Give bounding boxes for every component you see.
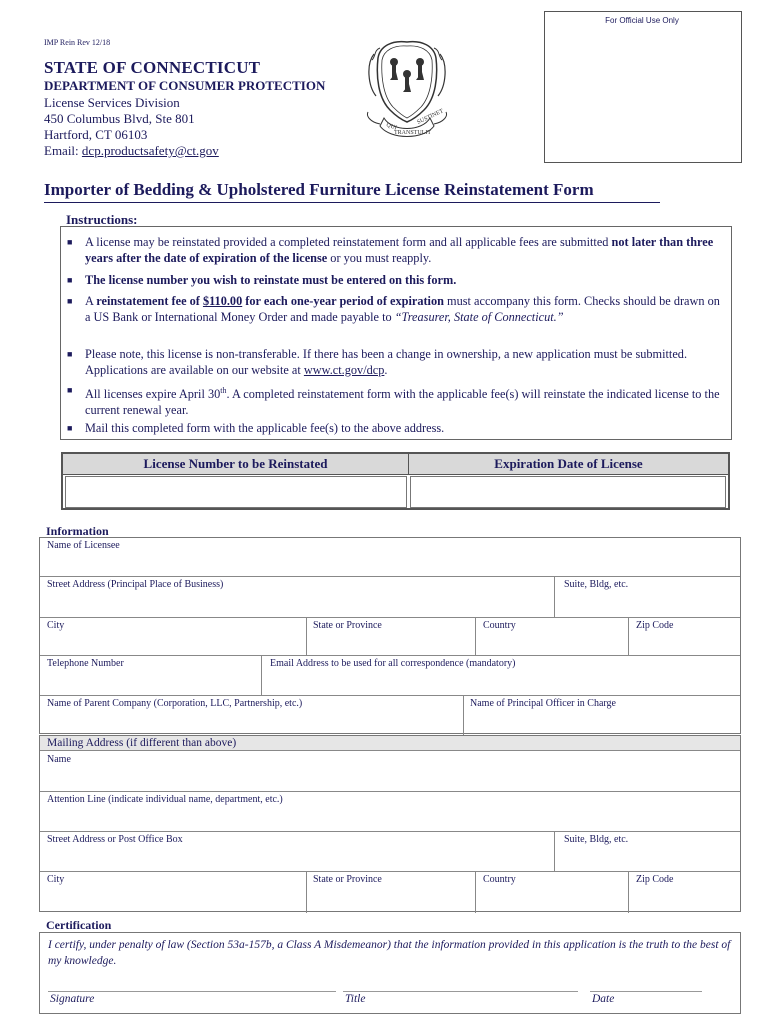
certification-heading: Certification xyxy=(46,918,112,932)
instruction-item: ■ A license may be reinstated provided a completed reinstatement form and all applicable fees are submitted not later than three years after the date of expiration of the license or you must reapply. xyxy=(67,235,714,265)
official-use-box xyxy=(544,11,742,163)
mailing-street-field[interactable]: Street Address or Post Office Box xyxy=(47,834,183,845)
certification-statement: I certify, under penalty of law (Section 53a-157b, a Class A Misdemeanor) that the information provided in this application is the truth to the best of my knowledge. xyxy=(48,939,731,967)
expiration-date-field[interactable] xyxy=(410,476,726,508)
bullet-icon: ■ xyxy=(67,275,73,285)
instructions-heading: Instructions: xyxy=(66,212,138,227)
official-use-label: For Official Use Only xyxy=(605,16,679,25)
mailing-name-field[interactable]: Name xyxy=(47,754,71,765)
seal-motto-mid: TRANSTULIT xyxy=(394,130,431,136)
date-label: Date xyxy=(592,993,615,1005)
information-form xyxy=(39,537,741,734)
city-field[interactable]: City xyxy=(47,620,65,631)
principal-officer-field[interactable]: Name of Principal Officer in Charge xyxy=(470,698,616,709)
title-underline xyxy=(44,202,660,203)
seal-motto-left: QUI xyxy=(385,122,398,132)
instruction-item: ■ The license number you wish to reinstate must be entered on this form. xyxy=(67,273,457,287)
telephone-field[interactable]: Telephone Number xyxy=(47,658,124,669)
mailing-address-form xyxy=(39,735,741,912)
email-link[interactable]: dcp.productsafety@ct.gov xyxy=(81,143,219,158)
country-field[interactable]: Country xyxy=(483,620,516,631)
instructions-box xyxy=(60,226,732,440)
department-name: DEPARTMENT OF CONSUMER PROTECTION xyxy=(44,78,326,93)
attention-line-field[interactable]: Attention Line (indicate individual name, department, etc.) xyxy=(47,794,283,805)
state-name: STATE OF CONNECTICUT xyxy=(44,58,261,77)
connecticut-seal-icon xyxy=(362,36,452,146)
license-table xyxy=(61,452,730,510)
title-line[interactable] xyxy=(343,991,578,992)
seal-motto-right: SUSTINET xyxy=(416,108,445,126)
email-label: Email: xyxy=(44,143,82,158)
expiration-date-header: Expiration Date of License xyxy=(409,454,728,475)
bullet-icon: ■ xyxy=(67,349,73,359)
mailing-zip-field[interactable]: Zip Code xyxy=(636,874,674,885)
bullet-icon: ■ xyxy=(67,385,73,395)
instruction-item: ■ Mail this completed form with the applicable fee(s) to the above address. xyxy=(67,421,445,435)
signature-line[interactable] xyxy=(48,991,336,992)
instruction-item: ■ All licenses expire April 30th. A completed reinstatement form with the applicable fee(s) will reinstate the indicated license to the current renewal year. xyxy=(67,385,720,417)
email-field[interactable]: Email Address to be used for all correspondence (mandatory) xyxy=(270,658,516,669)
licensee-name-field[interactable]: Name of Licensee xyxy=(47,540,120,551)
mailing-suite-field[interactable]: Suite, Bldg, etc. xyxy=(564,834,629,845)
bullet-icon: ■ xyxy=(67,237,73,247)
information-heading: Information xyxy=(46,524,109,538)
mailing-city-field[interactable]: City xyxy=(47,874,65,885)
parent-company-field[interactable]: Name of Parent Company (Corporation, LLC, Partnership, etc.) xyxy=(47,698,303,709)
state-field[interactable]: State or Province xyxy=(313,620,382,631)
revision-code: IMP Rein Rev 12/18 xyxy=(44,38,111,47)
city-state-zip: Hartford, CT 06103 xyxy=(44,127,148,142)
date-line[interactable] xyxy=(590,991,702,992)
instruction-item: ■ A reinstatement fee of $110.00 for each one-year period of expiration must accompany this form. Checks should be drawn on a US Bank or International Money Order and made payable to “Treasurer, State of Connecticut.” xyxy=(67,294,720,324)
license-number-header: License Number to be Reinstated xyxy=(63,454,409,475)
email-line xyxy=(44,143,219,159)
title-label: Title xyxy=(345,993,366,1005)
website-link[interactable]: www.ct.gov/dcp xyxy=(303,362,385,377)
division-name: License Services Division xyxy=(44,95,180,110)
suite-field[interactable]: Suite, Bldg, etc. xyxy=(564,579,629,590)
license-number-field[interactable] xyxy=(65,476,407,508)
mailing-country-field[interactable]: Country xyxy=(483,874,516,885)
street-address: 450 Columbus Blvd, Ste 801 xyxy=(44,111,195,126)
certification-box xyxy=(39,932,741,1014)
instruction-item: ■ Please note, this license is non-transferable. If there has been a change in ownership, a new application must be submitted. Applications are available on our website at www.ct.gov/dcp. xyxy=(67,347,688,377)
form-title: Importer of Bedding & Upholstered Furniture License Reinstatement Form xyxy=(44,180,594,199)
mailing-address-heading: Mailing Address (if different than above) xyxy=(40,736,740,751)
street-address-field[interactable]: Street Address (Principal Place of Business) xyxy=(47,579,224,590)
zip-field[interactable]: Zip Code xyxy=(636,620,674,631)
mailing-state-field[interactable]: State or Province xyxy=(313,874,382,885)
signature-label: Signature xyxy=(50,993,95,1005)
bullet-icon: ■ xyxy=(67,296,73,306)
bullet-icon: ■ xyxy=(67,423,73,433)
